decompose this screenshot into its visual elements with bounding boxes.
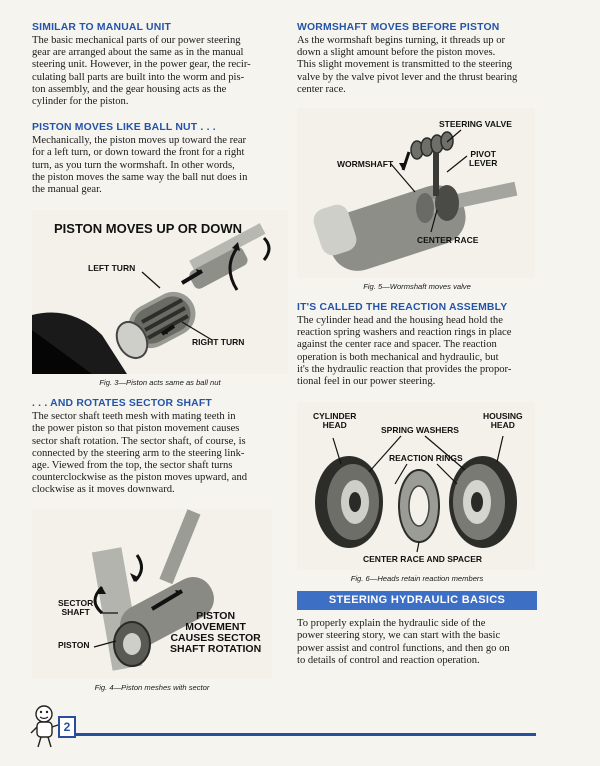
piston-movement-label [170,611,261,655]
figure-3 [32,210,288,387]
paragraph [297,315,537,388]
right-column [297,22,537,667]
figure-caption: Fig. 3—Piston acts same as ball nut [99,378,221,388]
page-number: 2 [58,716,76,738]
text-line: culating ball parts are built into the worm and pis- [32,71,245,83]
text-line: down a slight amount before the piston moves. [297,47,496,59]
label-line: SHAFT ROTATION [170,642,262,655]
section-reaction-assembly [297,302,537,388]
text-line: for a left turn, or down toward the front for a right [32,147,245,159]
section-heading: SIMILAR TO MANUAL UNIT [32,22,172,33]
label-line: PISTON [196,609,236,622]
label-line: HOUSING [483,411,523,422]
paragraph [32,411,288,496]
text-line: power assist and control functions, and then go on [297,642,510,654]
sector-shaft-label [58,599,93,617]
text-line: clockwise as it moves downward. [32,484,175,496]
text-line: sector shaft rotation. The sector shaft, of course, is [32,435,246,447]
paragraph [297,618,537,667]
label-line: CYLINDER [313,411,357,422]
label-line: SECTOR [58,597,94,608]
figure-caption: Fig. 5—Wormshaft moves valve [363,282,471,292]
paragraph [32,35,288,108]
figure-caption: Fig. 6—Heads retain reaction members [350,574,484,584]
section-heading: IT'S CALLED THE REACTION ASSEMBLY [297,302,508,314]
paragraph [32,135,288,196]
label-line: PIVOT [470,149,496,160]
label-line: LEVER [469,157,498,168]
spring-washers-label: SPRING WASHERS [381,425,459,436]
left-column [32,22,288,692]
text-line: counterclockwise as the piston moves upward, and [32,472,248,484]
text-line: gear are arranged about the same as in the manual [32,47,244,59]
text-line: operation is both mechanical and hydraulic, but [297,351,499,363]
footer-rule [74,733,536,736]
mascot-icon [30,703,60,749]
text-line: power steering story, we can start with the basic [297,630,501,642]
text-line: connected by the steering arm to the steering link- [32,447,245,459]
steering-valve-label: STEERING VALVE [439,119,512,130]
label-line: HEAD [490,420,515,431]
text-line: The sector shaft teeth mesh with mating teeth in [32,411,236,423]
text-line: it's the hydraulic reaction that provides the propor- [297,363,512,375]
section-piston-ball-nut [32,122,288,196]
text-line: the manual gear. [32,184,102,196]
text-line: center race. [297,83,346,95]
label-line: SHAFT [61,606,90,617]
label-line: MOVEMENT [185,620,246,633]
section-similar-to-manual [32,22,288,108]
figure-4 [32,509,288,692]
section-rotates-sector [32,398,288,496]
center-race-label: CENTER RACE [417,235,479,246]
section-banner: STEERING HYDRAULIC BASICS [297,591,537,610]
center-race-spacer-label: CENTER RACE AND SPACER [363,554,483,565]
text-line: steering unit. However, in the power gear, the recir- [32,59,251,71]
cylinder-head-label [313,412,356,430]
text-line: the piston moves the same way the ball nut does in [32,171,248,183]
text-line: To properly explain the hydraulic side of the [297,618,486,630]
text-line: This slight movement is transmitted to the steering [297,59,513,71]
text-line: reaction spring washers and reaction rings in place [297,327,512,339]
reaction-rings-label: REACTION RINGS [389,453,463,464]
housing-head-label [483,412,523,430]
text-line: Mechanically, the piston moves up toward the rear [32,135,247,147]
right-turn-label: RIGHT TURN [192,337,245,348]
paragraph [297,35,537,96]
text-line: As the wormshaft begins turning, it threads up or [297,35,506,46]
text-line: The cylinder head and the housing head hold the [297,315,503,327]
text-line: cylinder for the piston. [32,96,129,108]
text-line: against the center race and spacer. The reaction [297,339,497,351]
text-line: turn, as you turn the wormshaft. In other words, [32,159,235,171]
figure-6-photo [297,402,535,570]
label-line: CAUSES SECTOR [170,631,261,644]
text-line: valve by the valve pivot lever and the thrust bearing [297,71,518,83]
figure-5 [297,108,537,291]
text-line: tional feel in our power steering. [297,376,436,388]
fig3-title-label: PISTON MOVES UP OR DOWN [54,221,243,237]
label-line: HEAD [322,420,347,431]
section-heading: PISTON MOVES LIKE BALL NUT . . . [32,122,216,134]
section-heading: . . . AND ROTATES SECTOR SHAFT [32,398,212,410]
text-line: The basic mechanical parts of our power steering [32,35,241,46]
section-wormshaft [297,22,537,96]
figure-3-photo [32,210,288,374]
figure-5-photo [297,108,535,278]
text-line: age. Viewed from the top, the sector shaft turns [32,460,233,472]
valve-illustration [297,108,535,278]
figure-4-photo [32,509,272,679]
figure-6 [297,402,537,583]
left-turn-label: LEFT TURN [88,263,136,274]
pivot-lever-label [469,150,497,168]
wormshaft-label: WORMSHAFT [337,159,394,170]
figure-caption: Fig. 4—Piston meshes with sector [94,682,210,692]
section-heading: WORMSHAFT MOVES BEFORE PISTON [297,22,500,33]
piston-label: PISTON [58,639,90,650]
text-line: ton assembly, and the gear housing acts as the [32,83,227,95]
text-line: to details of control and reaction operation. [297,654,480,666]
text-line: the power piston so that piston movement causes [32,423,240,435]
